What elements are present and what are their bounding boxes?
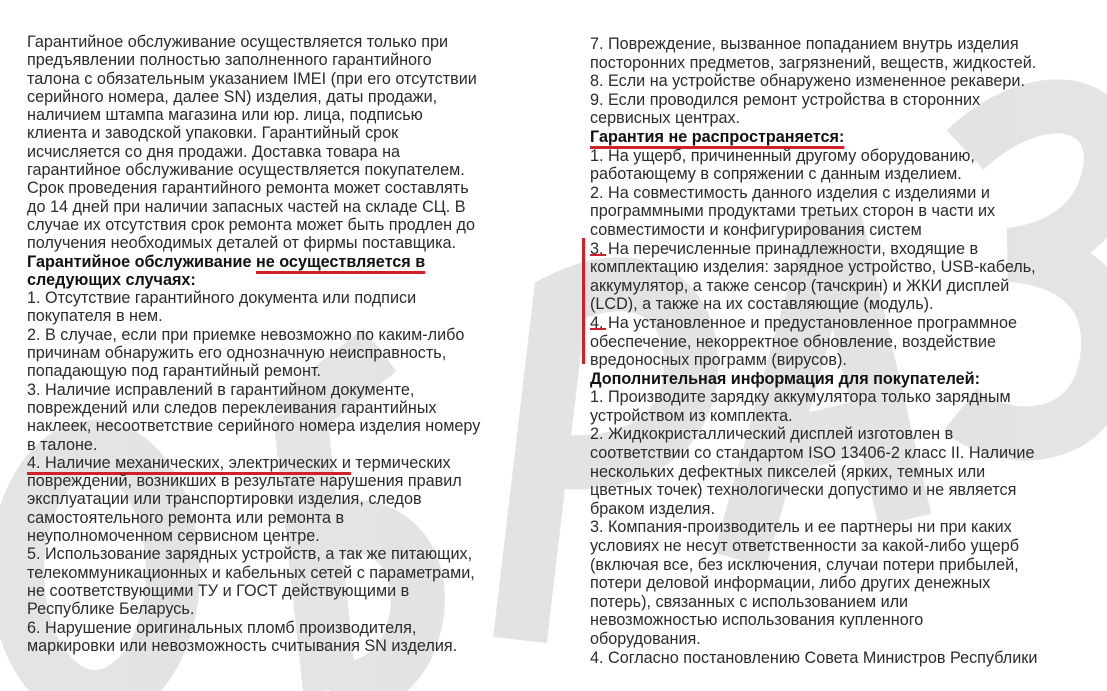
list-line: комплектацию изделия: зарядное устройство, USB-кабель, xyxy=(590,258,1036,277)
red-margin-bracket xyxy=(582,238,585,364)
heading-text: Дополнительная информация для покупателей: xyxy=(590,369,981,388)
list-line: 8. Если на устройстве обнаружено измененное рекавери. xyxy=(590,72,1025,91)
additional-info-list xyxy=(590,388,1070,667)
list-line: 3. Компания-производитель и ее партнеры ни при каких xyxy=(590,518,1012,537)
list-line: покупателя в нем. xyxy=(27,307,163,326)
list-line: причинам обнаружить его однозначную неисправность, xyxy=(27,344,447,363)
list-line: 7. Повреждение, вызванное попаданием внутрь изделия xyxy=(590,35,1019,53)
red-underline-item-4 xyxy=(590,328,606,330)
list-text-underlined: 4. Наличие механических, электрических и xyxy=(27,453,351,472)
text-line: наличием штампа магазина или юр. лица, подписью xyxy=(27,106,423,125)
list-line: условиях не несут ответственности за какой-либо ущерб xyxy=(590,537,1019,556)
list-line: 1. Отсутствие гарантийного документа или подписи xyxy=(27,289,417,308)
warranty-exclusions-list xyxy=(590,147,1070,370)
list-line: 2. На совместимость данного изделия с изделиями и xyxy=(590,183,990,202)
list-line: работающему в сопряжении с данным изделием. xyxy=(590,165,962,184)
list-line: потерь), связанных с использованием или xyxy=(590,592,909,611)
no-warranty-list xyxy=(27,289,505,655)
heading-text-underlined: не осуществляется в xyxy=(255,252,426,271)
list-text: 3. На перечисленные принадлежности, входящие в xyxy=(590,239,979,258)
list-line: совместимости и конфигурирования систем xyxy=(590,220,922,239)
list-line: самостоятельного ремонта или ремонта в xyxy=(27,508,345,527)
list-line: (включая все, без исключения, случаи потери прибылей, xyxy=(590,555,1019,574)
list-line: устройством из комплекта. xyxy=(590,406,793,425)
list-line: цветных точек) технологически допустимо и не является xyxy=(590,481,1017,500)
text-line: гарантийное обслуживание осуществляется покупателем. xyxy=(27,161,465,180)
list-line: 4. На установленное и предустановленное программное xyxy=(590,313,1017,332)
list-line: наклеек, несоответствие серийного номера изделия номеру xyxy=(27,417,481,436)
list-line: 2. В случае, если при приемке невозможно по каким-либо xyxy=(27,325,465,344)
text-line: получения необходимых деталей от фирмы поставщика. xyxy=(27,234,457,253)
list-line: 6. Нарушение оригинальных пломб производителя, xyxy=(27,618,417,637)
list-line: (LCD), а также на их составляющие (модуль). xyxy=(590,295,934,314)
text-line: Гарантийное обслуживание осуществляется только при xyxy=(27,33,449,51)
heading-text: следующих случаях: xyxy=(27,270,196,289)
text-line: до 14 дней при наличии запасных частей на складе СЦ. В xyxy=(27,197,466,216)
text-line: серийного номера, далее SN) изделия, даты продажи, xyxy=(27,87,438,106)
no-warranty-list-continued xyxy=(590,35,1070,128)
list-line: 2. Жидкокристаллический дисплей изготовлен в xyxy=(590,425,954,444)
list-line: соответствии со стандартом ISO 13406-2 класс II. Наличие xyxy=(590,444,1035,463)
section-heading-additional-info xyxy=(590,370,1070,389)
list-line: телекоммуникационных и кабельных сетей с параметрами, xyxy=(27,563,475,582)
list-line: 3. Наличие исправлений в гарантийном документе, xyxy=(27,380,415,399)
list-line: эксплуатации или транспортировки изделия, следов xyxy=(27,490,422,509)
heading-text: Гарантийное обслуживание xyxy=(27,252,256,271)
list-line: 9. Если проводился ремонт устройства в сторонних xyxy=(590,90,981,109)
list-line: аккумулятор, а также сенсор (тачскрин) и ЖКИ дисплей xyxy=(590,276,1010,295)
list-line: потери деловой информации, либо других денежных xyxy=(590,574,991,593)
heading-text-underlined: Гарантия не распространяется: xyxy=(590,127,845,146)
section-heading-warranty-exclusions xyxy=(590,128,1070,147)
list-line: не соответствующими ТУ и ГОСТ действующими в xyxy=(27,581,410,600)
list-line: сервисных центрах. xyxy=(590,109,741,128)
text-line: предъявлении полностью заполненного гарантийного xyxy=(27,51,432,70)
list-line: в талоне. xyxy=(27,435,98,454)
left-column xyxy=(27,33,505,655)
right-column xyxy=(590,35,1070,667)
text-line: клиента и заводской упаковки. Гарантийный срок xyxy=(27,124,399,143)
list-line: оборудования. xyxy=(590,630,701,648)
list-line: посторонних предметов, загрязнений, веществ, жидкостей. xyxy=(590,53,1037,72)
list-line: вредоносных программ (вирусов). xyxy=(590,351,847,370)
list-line: программными продуктами третьих сторон в части их xyxy=(590,202,996,221)
list-line: 1. На ущерб, причиненный другому оборудованию, xyxy=(590,146,975,165)
list-line: повреждений, возникших в результате нарушения правил xyxy=(27,472,462,491)
text-line: случае их отсутствия срок ремонта может быть продлен до xyxy=(27,215,476,234)
list-line: 5. Использование зарядных устройств, а так же питающих, xyxy=(27,545,473,564)
list-line: Республике Беларусь. xyxy=(27,600,195,619)
list-line: браком изделия. xyxy=(590,499,715,518)
list-line: нескольких дефектных пикселей (ярких, темных или xyxy=(590,462,986,481)
text-line: талона с обязательным указанием IMEI (при его отсутствии xyxy=(27,69,477,88)
list-line: обеспечение, некорректное обновление, воздействие xyxy=(590,332,996,351)
list-line: 4. Согласно постановлению Совета Министров Республики xyxy=(590,648,1038,667)
list-line: невозможностью использования купленного xyxy=(590,611,924,630)
list-line: повреждений или следов переклеивания гарантийных xyxy=(27,398,437,417)
red-underline-item-3 xyxy=(590,254,606,256)
list-text: термических xyxy=(350,453,451,472)
list-line: попадающую под гарантийный ремонт. xyxy=(27,362,322,381)
text-line: исчисляется со дня продажи. Доставка товара на xyxy=(27,142,401,161)
text-line: Срок проведения гарантийного ремонта может составлять xyxy=(27,179,469,198)
intro-paragraph xyxy=(27,33,505,253)
list-line: 1. Производите зарядку аккумулятора только зарядным xyxy=(590,388,1011,407)
section-heading-no-warranty-cases xyxy=(27,253,505,290)
list-line: маркировки или невозможность считывания SN изделия. xyxy=(27,636,458,655)
list-line: неуполномоченном сервисном центре. xyxy=(27,527,320,546)
